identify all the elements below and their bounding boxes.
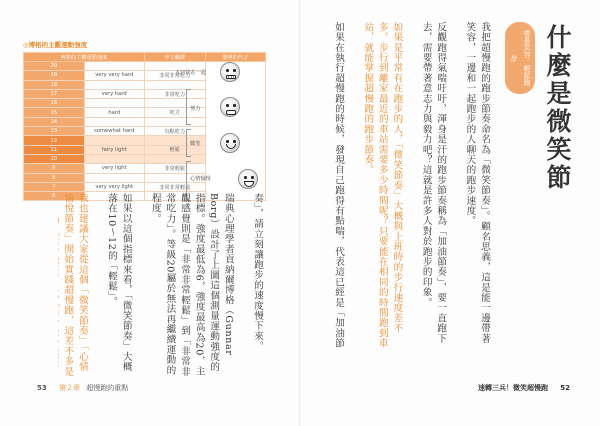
face-label-joyful: 心情愉悅	[190, 176, 211, 182]
book-title: 速轉三兵！微笑超慢跑	[478, 384, 549, 392]
rpe-value: 12	[24, 136, 85, 145]
rpe-chinese: 非常非常輕鬆	[145, 182, 206, 191]
right-paragraph-3-highlight: 如果是平常有在跑步的人，「微笑節奏」大概與上班時的步行速度差不多。步行到離家最近的車站需要多少時間呢？只要能在相同的時間跑到車站，就能掌握超慢跑的跑步節奏。	[362, 22, 403, 349]
left-body-text	[58, 193, 264, 378]
rpe-english	[84, 80, 145, 89]
rpe-chinese: 輕鬆	[145, 145, 206, 154]
right-page-number: 52	[560, 384, 570, 392]
left-paragraph-4-highlight: 我也建議大家從這個「微笑節奏」「心情愉悅節奏」開始實踐超慢跑，這差不多是	[62, 193, 88, 377]
rpe-english	[84, 99, 145, 108]
rpe-value: 18	[24, 80, 85, 89]
table-header-chinese: 中文翻譯	[145, 53, 206, 62]
rpe-english	[84, 154, 145, 163]
rpe-value: 8	[24, 173, 85, 182]
face-label-smile: 微笑	[190, 141, 201, 147]
chapter-number: 第２章	[58, 384, 80, 392]
rpe-value: 9	[24, 164, 85, 173]
rpe-english: very light	[84, 164, 145, 173]
section-title: 什麼是微笑節	[543, 24, 572, 192]
rpe-value: 16	[24, 99, 85, 108]
section-kicker: 帶著笑容，輕鬆跑步	[505, 22, 535, 94]
rpe-value: 11	[24, 145, 85, 154]
rpe-value: 6	[24, 192, 85, 201]
rpe-value: 13	[24, 127, 85, 136]
table-header-simple: 簡單的代言	[205, 53, 266, 62]
rpe-english: very very hard	[84, 71, 145, 80]
left-paragraph-3: 如果以這個指標來看，「微笑節奏」大概落在10～12的「輕鬆」。	[106, 193, 132, 372]
left-paragraph-1: 奏」，請立刻讓跑步的速度慢下來。	[252, 193, 263, 352]
rpe-english: very very light	[84, 182, 145, 191]
grinning-face-icon	[238, 169, 258, 189]
rpe-value: 19	[24, 71, 85, 80]
rpe-english	[84, 136, 145, 145]
rpe-value: 7	[24, 182, 85, 191]
smiling-face-icon	[220, 133, 240, 153]
table-caption: ◎博格的主觀運動強度	[23, 41, 88, 49]
right-folio	[478, 383, 570, 393]
rpe-value: 14	[24, 117, 85, 126]
rpe-chinese: 有點吃力	[145, 127, 206, 136]
rpe-value: 20	[24, 62, 85, 71]
face-label-max: 五官快在一起	[175, 70, 207, 76]
face-label-effort: 努力	[190, 106, 201, 112]
rpe-english: fairy light	[84, 145, 145, 154]
rpe-chinese: 非常吃力	[145, 89, 206, 98]
left-page-number: 53	[37, 384, 47, 392]
bracket-effort	[186, 89, 187, 125]
rpe-chinese: 非常輕鬆	[145, 164, 206, 173]
rpe-english	[84, 62, 145, 71]
rpe-value: 17	[24, 89, 85, 98]
rpe-chinese: 非常非常吃力	[145, 71, 206, 80]
right-body-text	[333, 22, 491, 350]
face-scale	[174, 51, 266, 209]
right-paragraph-2: 反觀跑得氣喘吁吁、渾身是汗的跑步節奏稱為「加油節奏」，要一直跑下去，需要帶著意志力與毅力吧？這就是許多人對於跑步的印象。	[420, 22, 447, 344]
rpe-value: 15	[24, 108, 85, 117]
right-paragraph-4: 如果在執行超慢跑的時候，發現自己跑得有點喘，代表這已經是「加油節	[333, 22, 345, 349]
left-folio	[37, 383, 128, 393]
grimacing-face-icon	[220, 62, 240, 82]
right-paragraph-1: 我把超慢跑的跑步節奏命名為「微笑節奏」。顧名思義，這是能一邊帶著笑容，一邊和一起跑步的人聊天的跑步速度。	[464, 22, 490, 344]
page-gutter	[299, 0, 301, 426]
rpe-english	[84, 173, 145, 182]
straining-face-icon	[220, 97, 240, 117]
rpe-english	[84, 117, 145, 126]
rpe-chinese: 吃力	[145, 108, 206, 117]
rpe-english: somewhat hard	[84, 127, 145, 136]
rpe-value: 10	[24, 154, 85, 163]
rpe-english: hard	[84, 108, 145, 117]
left-paragraph-2: 瑞典心理學者貢納爾博格（Gunnar Borg）設計了上圖這個測量運動強度的指標。強度最低為6，強度最高為20，主觀感覺則是「非常非常輕鬆」到「非常非常吃力」。等級20屬於無法再繼續運動的程度。	[149, 193, 234, 377]
table-header-scale: 博格的主觀運動強度	[24, 53, 145, 62]
chapter-title: 超慢跑的重點	[86, 384, 129, 392]
rpe-english: very hard	[84, 89, 145, 98]
bracket-smile	[186, 129, 187, 157]
